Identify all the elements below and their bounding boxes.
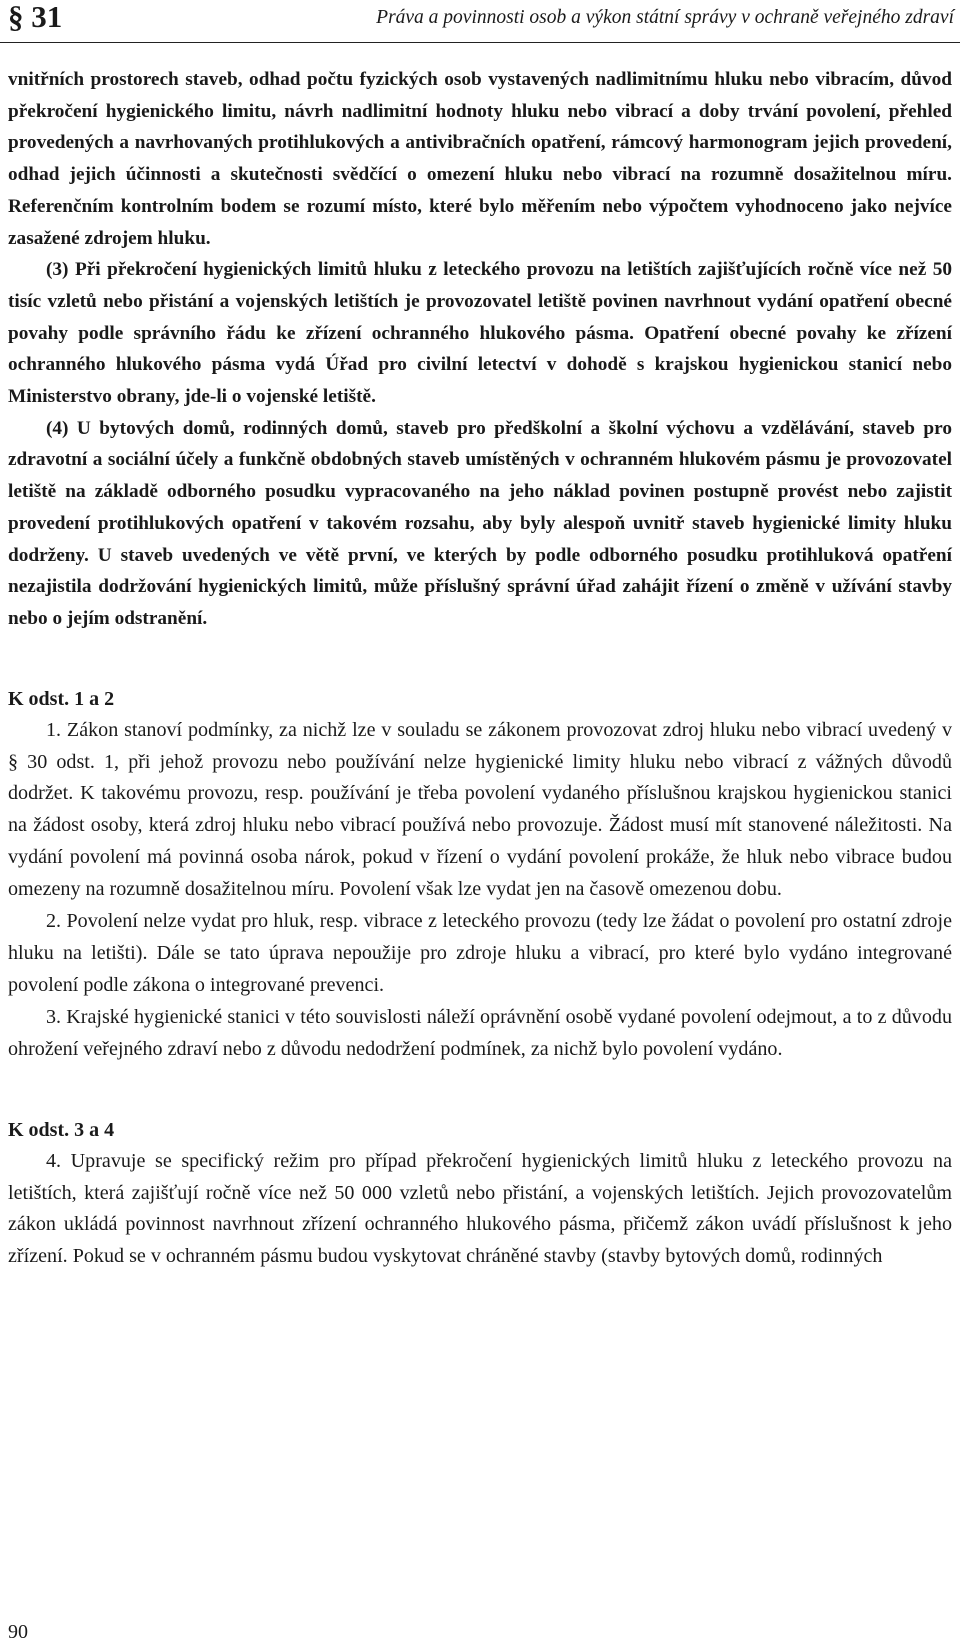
commentary-paragraph: 4. Upravuje se specifický režim pro případ překročení hygienických limitů hluku z leteckého provozu na letištích, která zajišťují ročně více než 50 000 vzletů nebo přistání, a vojenských letištích. Jejich provozovatelům zákon ukládá povinnost navrhnout zřízení ochranného hlukového pásma, přičemž zákon uvádí příslušnost k jeho zřízení. Pokud se v ochranném pásmu budou vyskytovat chráněné stavby (stavby bytových domů, rodinných <box>8 1149 952 1268</box>
commentary-heading-1: K odst. 1 a 2 <box>8 687 115 710</box>
law-paragraph-3: (3) Při překročení hygienických limitů hluku z leteckého provozu na letištích zajišťujících ročně více než 50 tisíc vzletů nebo přistání a vojenských letištích je provozovatel letiště povinen navrhnout vydání opatření obecné povahy podle správního řádu ke zřízení ochranného hlukového pásma. Opatření obecné povahy ke zřízení ochranného hlukového pásma vydá Úřad pro civilní letectví v dohodě s krajskou hygienickou stanicí nebo Ministerstvo obrany, jde-li o vojenské letiště. <box>8 259 952 408</box>
law-paragraph-4: (4) U bytových domů, rodinných domů, staveb pro předškolní a školní výchovu a vzdělávání, staveb pro zdravotní a sociální účely a funkčně obdobných staveb umístěných v ochranném hlukovém pásmu je provozovatel letiště na základě odborného posudku vypracovaného na jeho náklad povinen postupně provést nebo zajistit provedení protihlukových opatření v takovém rozsahu, aby byly alespoň uvnitř staveb hygienické limity hluku dodrženy. U staveb uvedených ve větě první, ve kterých by podle odborného posudku protihluková opatření nezajistila dodržování hygienických limitů, může příslušný správní úřad zahájit řízení o změně v užívání stavby nebo o jejím odstranění. <box>8 417 952 629</box>
section-number: § 31 <box>8 0 63 34</box>
page-header <box>0 0 960 43</box>
commentary-heading-2: K odst. 3 a 4 <box>8 1118 115 1141</box>
section-gap <box>8 635 952 683</box>
commentary-paragraph: 1. Zákon stanoví podmínky, za nichž lze v souladu se zákonem provozovat zdroj hluku nebo vibrací uvedený v § 30 odst. 1, při jehož provozu nebo používání nelze hygienické limity hluku nebo vibrací z vážných důvodů dodržet. K takovému provozu, resp. používání je třeba povolení vydaného příslušnou krajskou hygienickou stanici na žádost osoby, která zdroj hluku nebo vibrací používá nebo provozuje. Žádost musí mít stanovené náležitosti. Na vydání povolení má povinná osoba nárok, pokud v řízení o vydání povolení prokáže, že hluk nebo vibrace budou omezeny na rozumně dosažitelnou míru. Povolení však lze vydat jen na časově omezenou dobu. <box>8 718 952 901</box>
commentary-paragraph: 3. Krajské hygienické stanici v této souvislosti náleží oprávnění osobě vydané povolení odejmout, a to z důvodu ohrožení veřejného zdraví nebo z důvodu nedodržení podmínek, za nichž bylo povolení vydáno. <box>8 1005 952 1060</box>
section-gap <box>8 1066 952 1114</box>
law-paragraph-continuation: vnitřních prostorech staveb, odhad počtu fyzických osob vystavených nadlimitnímu hluku nebo vibracím, důvod překročení hygienického limitu, návrh nadlimitní hodnoty hluku nebo vibrací a doby trvání povolení, přehled provedených a navrhovaných protihlukových a antivibračních opatření, rámcový harmonogram jejich provedení, odhad jejich účinnosti a skutečnosti svědčící o omezení hluku nebo vibrací na rozumně dosažitelnou míru. Referenčním kontrolním bodem se rozumí místo, které bylo měřením nebo výpočtem vyhodnoceno jako nejvíce zasažené zdrojem hluku. <box>8 69 952 249</box>
running-title: Práva a povinnosti osob a výkon státní správy v ochraně veřejného zdraví <box>376 7 954 28</box>
page-number: 90 <box>8 1621 28 1643</box>
page-content <box>8 64 952 1273</box>
commentary-paragraph: 2. Povolení nelze vydat pro hluk, resp. vibrace z leteckého provozu (tedy lze žádat o povolení pro ostatní zdroje hluku na letišti). Dále se tato úprava nepoužije pro zdroje hluku a vibrací, pro které bylo vydáno integrované povolení podle zákona o integrované prevenci. <box>8 910 952 996</box>
